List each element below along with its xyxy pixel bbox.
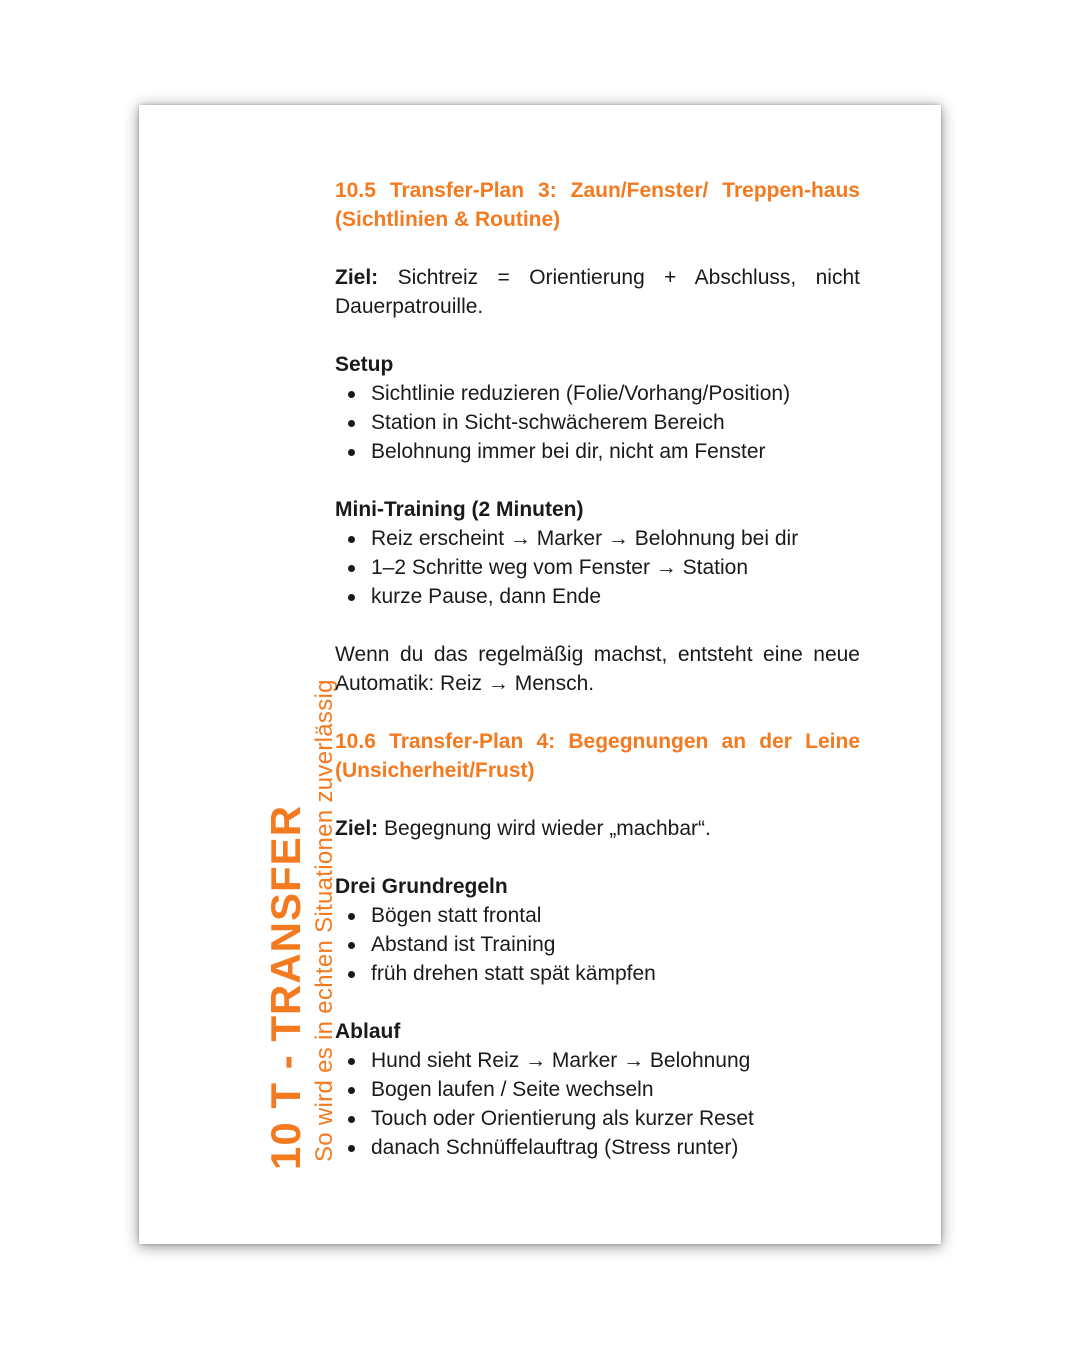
list-item: Reiz erscheint → Marker → Belohnung bei dir bbox=[335, 524, 860, 553]
flow-list bbox=[335, 1046, 860, 1162]
list-item: Sichtlinie reduzieren (Folie/Vorhang/Position) bbox=[335, 379, 860, 408]
chapter-title: 10 T - TRANSFER bbox=[262, 804, 309, 1170]
setup-list bbox=[335, 379, 860, 466]
page-content bbox=[335, 176, 860, 1162]
goal-label: Ziel: bbox=[335, 266, 379, 289]
setup-title: Setup bbox=[335, 353, 394, 376]
side-chapter-label bbox=[262, 679, 338, 1170]
mini-training-list bbox=[335, 524, 860, 611]
chapter-subtitle: So wird es in echten Situationen zuverlässig bbox=[311, 679, 338, 1162]
section-heading-10-6: 10.6 Transfer-Plan 4: Begegnungen an der Leine (Unsicherheit/Frust) bbox=[335, 730, 860, 782]
rules-list bbox=[335, 901, 860, 988]
list-item: Touch oder Orientierung als kurzer Reset bbox=[335, 1104, 860, 1133]
list-item: Bogen laufen / Seite wechseln bbox=[335, 1075, 860, 1104]
list-item: früh drehen statt spät kämpfen bbox=[335, 959, 860, 988]
goal-text: Begegnung wird wieder „machbar“. bbox=[378, 817, 711, 840]
list-item: danach Schnüffelauftrag (Stress runter) bbox=[335, 1133, 860, 1162]
list-item: kurze Pause, dann Ende bbox=[335, 582, 860, 611]
mini-training-title: Mini-Training (2 Minuten) bbox=[335, 498, 584, 521]
flow-title: Ablauf bbox=[335, 1020, 401, 1043]
rules-title: Drei Grundregeln bbox=[335, 875, 508, 898]
list-item: Bögen statt frontal bbox=[335, 901, 860, 930]
closing-paragraph: Wenn du das regelmäßig machst, entsteht eine neue Automatik: Reiz → Mensch. bbox=[335, 643, 860, 695]
list-item: 1–2 Schritte weg vom Fenster → Station bbox=[335, 553, 860, 582]
goal-paragraph-10-6 bbox=[335, 814, 860, 843]
list-item: Belohnung immer bei dir, nicht am Fenster bbox=[335, 437, 860, 466]
list-item: Station in Sicht-schwächerem Bereich bbox=[335, 408, 860, 437]
goal-label: Ziel: bbox=[335, 817, 379, 840]
section-heading-10-5: 10.5 Transfer-Plan 3: Zaun/Fenster/ Treppen-haus (Sichtlinien & Routine) bbox=[335, 179, 860, 231]
goal-text: Sichtreiz = Orientierung + Abschluss, nicht Dauerpatrouille. bbox=[335, 266, 860, 318]
goal-paragraph-10-5 bbox=[335, 263, 860, 321]
list-item: Hund sieht Reiz → Marker → Belohnung bbox=[335, 1046, 860, 1075]
list-item: Abstand ist Training bbox=[335, 930, 860, 959]
